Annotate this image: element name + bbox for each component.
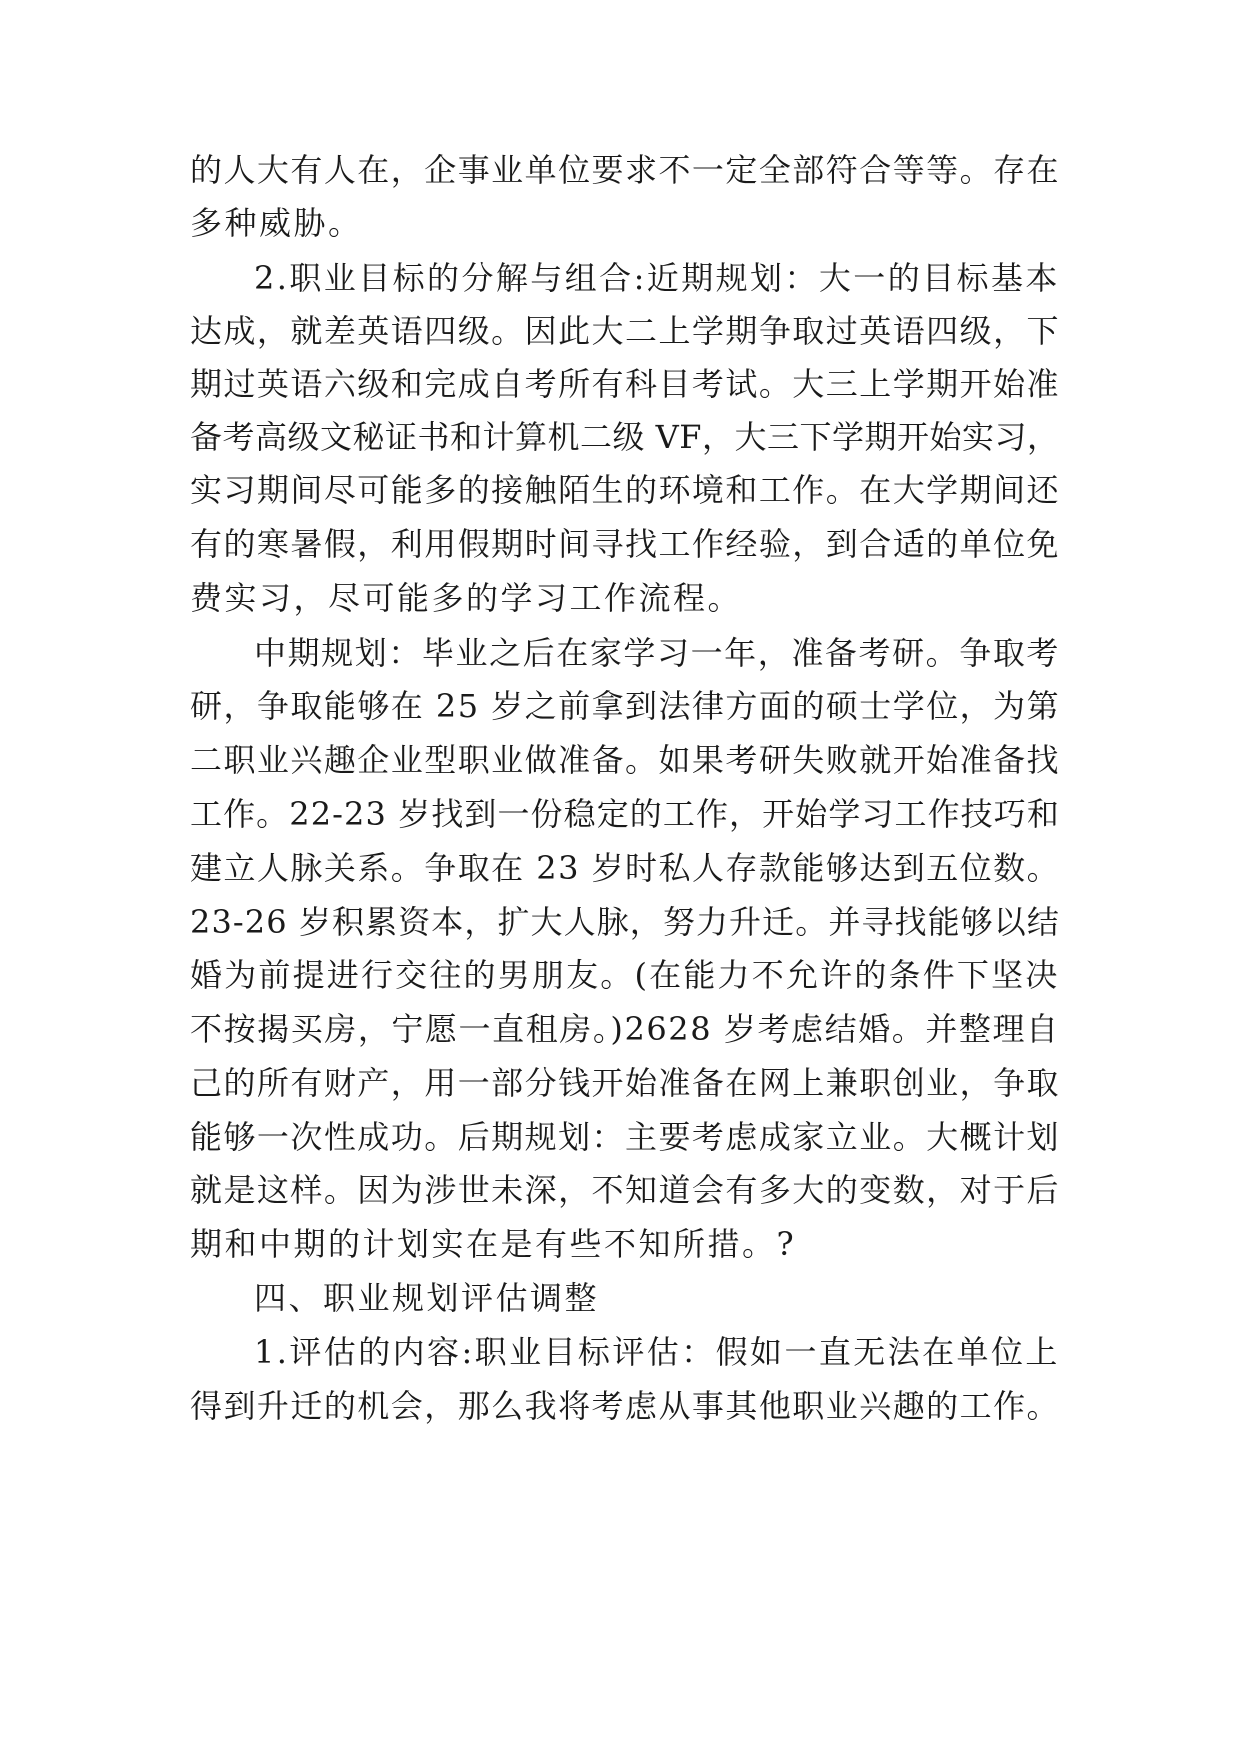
text-line: 工作。22-23 岁找到一份稳定的工作，开始学习工作技巧和 [190, 795, 1060, 833]
paragraph-start-line: 中期规划：毕业之后在家学习一年，准备考研。争取考 [254, 634, 1061, 672]
text-line: 23-26 岁积累资本，扩大人脉，努力升迁。并寻找能够以结 [190, 903, 1060, 941]
text-line: 不按揭买房，宁愿一直租房。)2628 岁考虑结婚。并整理自 [190, 1010, 1060, 1048]
text-line: 实习期间尽可能多的接触陌生的环境和工作。在大学期间还 [190, 471, 1061, 509]
text-line: 就是这样。因为涉世未深，不知道会有多大的变数，对于后 [190, 1171, 1061, 1209]
text-line: 婚为前提进行交往的男朋友。(在能力不允许的条件下坚决 [190, 956, 1060, 994]
text-line: 建立人脉关系。争取在 23 岁时私人存款能够达到五位数。 [190, 849, 1061, 887]
text-line: 多种威胁。 [190, 204, 363, 242]
text-line: 备考高级文秘证书和计算机二级 VF，大三下学期开始实习， [190, 418, 1060, 456]
text-line: 二职业兴趣企业型职业做准备。如果考研失败就开始准备找 [190, 741, 1061, 779]
text-line: 得到升迁的机会，那么我将考虑从事其他职业兴趣的工作。 [190, 1387, 1061, 1425]
text-line: 己的所有财产，用一部分钱开始准备在网上兼职创业，争取 [190, 1064, 1061, 1102]
text-line: 有的寒暑假，利用假期时间寻找工作经验，到合适的单位免 [190, 525, 1061, 563]
section-heading: 四、职业规划评估调整 [254, 1279, 600, 1317]
text-line: 费实习，尽可能多的学习工作流程。 [190, 579, 743, 617]
paragraph-start-line: 2.职业目标的分解与组合:近期规划：大一的目标基本 [254, 259, 1060, 297]
text-line: 的人大有人在，企事业单位要求不一定全部符合等等。存在 [190, 151, 1061, 189]
text-line: 能够一次性成功。后期规划：主要考虑成家立业。大概计划 [190, 1118, 1061, 1156]
text-line: 期过英语六级和完成自考所有科目考试。大三上学期开始准 [190, 365, 1061, 403]
text-line: 达成，就差英语四级。因此大二上学期争取过英语四级，下 [190, 312, 1061, 350]
text-line: 研，争取能够在 25 岁之前拿到法律方面的硕士学位，为第 [190, 687, 1061, 725]
text-line: 期和中期的计划实在是有些不知所措。? [190, 1225, 797, 1263]
paragraph-start-line: 1.评估的内容:职业目标评估：假如一直无法在单位上 [254, 1333, 1060, 1371]
